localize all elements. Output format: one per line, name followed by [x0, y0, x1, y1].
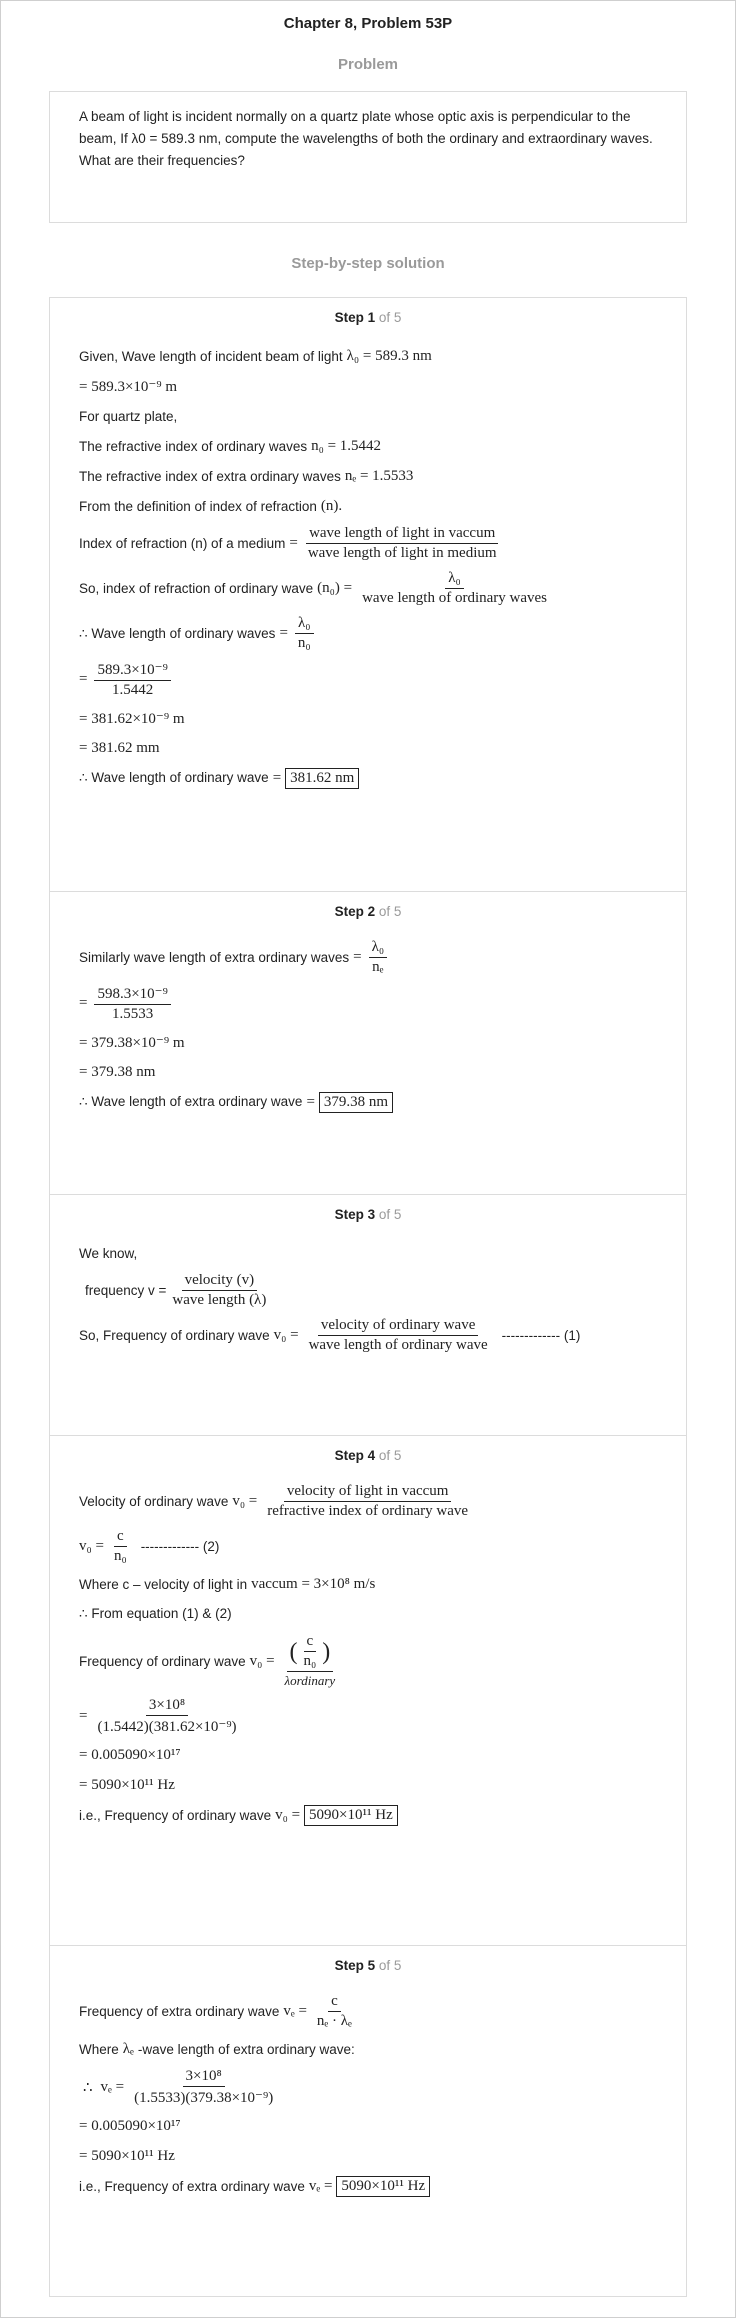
quartz-text: For quartz plate, [79, 408, 178, 424]
where-sym: λₑ [122, 2040, 134, 2057]
ne-eq: nₑ = 1.5533 [344, 467, 414, 484]
ord-fraction [359, 570, 550, 607]
n0-line [79, 435, 657, 457]
wl-line: ∴ Wave length of ordinary waves = $\frac{\text{λ₀}}{\text{n₀}}$ [79, 615, 657, 652]
calc-den: (1.5533)(379.38×10⁻⁹) [134, 2090, 274, 2106]
ord-line [79, 570, 657, 607]
index-line: Index of refraction (n) of a medium = $\frac{\text{wave length of light in vaccum}}{\text{wave length of light in medium}}$ [79, 525, 657, 562]
step-3 [50, 1195, 686, 1436]
problem-text: A beam of light is incident normally on a quartz plate whose optic axis is perpendicular to the beam, If λ0 = 589.3 nm, compute the wavelengths of both the ordinary and extraordinary waves. What are their frequencies? [79, 109, 653, 168]
wl-text: ∴ Wave length of ordinary waves [79, 625, 276, 641]
freq-inner-fraction [301, 1633, 320, 1670]
step-label: Step 3 [334, 1207, 376, 1222]
step-of: of 5 [378, 310, 402, 325]
where-text: Where c – velocity of light in [79, 1576, 248, 1592]
know-line [79, 1242, 657, 1264]
calc3-line [79, 2145, 657, 2167]
page-title: Chapter 8, Problem 53P [283, 15, 453, 32]
freq-fraction: ( $\frac{c}{\text{n₀}}$ ) λordinary [282, 1633, 339, 1689]
where-rest: -wave length of extra ordinary wave: [137, 2041, 355, 2057]
freq-text: Frequency of extra ordinary wave [79, 2004, 280, 2019]
so-sym: v₀ = [273, 1327, 299, 1343]
calc2: = 0.005090×10¹⁷ [79, 1746, 181, 1763]
step-2 [50, 892, 686, 1195]
calc-num: 3×10⁸ [183, 2068, 225, 2087]
freq-text: frequency v = [85, 1283, 167, 1298]
vel-den: refractive index of ordinary wave [267, 1503, 469, 1519]
eq-tag-1: ------------- (1) [501, 1328, 581, 1343]
given-text: Given, Wave length of incident beam of light [79, 348, 343, 364]
calc3: = 5090×10¹¹ Hz [79, 2147, 175, 2164]
calc-sym: vₑ = [100, 2079, 125, 2095]
step-label: Step 5 [334, 1958, 376, 1973]
step-3-header [79, 1207, 657, 1222]
sim-num: λ₀ [369, 939, 388, 958]
calc-fraction [94, 1697, 239, 1736]
calc-fraction [94, 660, 170, 699]
result-line: ∴ Wave length of extra ordinary wave = 379.38 nm [79, 1091, 657, 1113]
def-text: From the definition of index of refraction [79, 498, 317, 514]
freq-line [79, 1633, 657, 1689]
freq-sym: v₀ = [249, 1652, 275, 1669]
where-line [79, 2038, 657, 2060]
ord-num: λ₀ [445, 570, 464, 589]
vel-fraction [264, 1483, 471, 1520]
step-4 [50, 1436, 686, 1946]
lambda0-eq: λ₀ = 589.3 nm [346, 347, 432, 364]
ord-den: wave length of ordinary waves [362, 590, 547, 606]
calc-line: = $\frac{\text{3×10⁸}}{\text{(1.5442)(381.62×10⁻⁹)}}$ [79, 1697, 657, 1736]
freq-den: λordinary [284, 1673, 336, 1688]
step-5-header [79, 1958, 657, 1973]
v0-num: c [114, 1528, 127, 1547]
calc2: = 0.005090×10¹⁷ [79, 2117, 181, 2134]
calc-num: 589.3×10⁻⁹ [94, 660, 170, 681]
index-num: wave length of light in vaccum [306, 525, 498, 544]
ie-sym: vₑ = [308, 2177, 333, 2194]
problem-card [49, 91, 687, 223]
lambda0-si: = 589.3×10⁻⁹ m [79, 378, 177, 395]
step-label: Step 2 [334, 904, 376, 919]
calc3: = 381.62 mm [79, 739, 160, 756]
result-box: 379.38 nm [319, 1092, 393, 1113]
step-of: of 5 [378, 904, 402, 919]
step-1-header [79, 310, 657, 325]
calc2-line [79, 1031, 657, 1053]
result-line: ∴ Wave length of ordinary wave = 381.62 nm [79, 767, 657, 789]
calc-den: 1.5533 [112, 1006, 154, 1022]
vel-sym: v₀ = [232, 1493, 258, 1509]
know-text: We know, [79, 1245, 138, 1261]
v0-den: n₀ [113, 1548, 127, 1564]
freq-text: Frequency of ordinary wave [79, 1653, 246, 1669]
vel-text: Velocity of ordinary wave [79, 1494, 229, 1509]
solution-heading: Step-by-step solution [291, 255, 445, 272]
step-of: of 5 [378, 1207, 402, 1222]
calc-line [79, 2068, 657, 2107]
quartz-line [79, 405, 657, 427]
ie-text: i.e., Frequency of extra ordinary wave [79, 2178, 305, 2194]
freq-inner-den: n₀ [303, 1653, 317, 1669]
result-text: ∴ Wave length of ordinary wave [79, 770, 269, 785]
step-of: of 5 [378, 1448, 402, 1463]
so-fraction [306, 1317, 491, 1354]
step-2-header [79, 904, 657, 919]
step-label: Step 1 [334, 310, 376, 325]
from-text: ∴ From equation (1) & (2) [79, 1606, 232, 1621]
index-fraction [305, 525, 500, 562]
so-text: So, Frequency of ordinary wave [79, 1328, 270, 1343]
result-box: 5090×10¹¹ Hz [336, 2176, 430, 2197]
calc-fraction [94, 984, 170, 1023]
therefore-sym: ∴ [83, 2080, 93, 2096]
so-line [79, 1317, 657, 1354]
freq-fraction [169, 1272, 269, 1309]
step-label: Step 4 [334, 1448, 376, 1463]
calc2-line [79, 707, 657, 729]
calc3: = 5090×10¹¹ Hz [79, 1776, 175, 1793]
def-sym: (n). [320, 497, 343, 514]
where-eq: vaccum = 3×10⁸ m/s [251, 1575, 376, 1592]
index-den: wave length of light in medium [307, 545, 497, 561]
so-num: velocity of ordinary wave [318, 1317, 479, 1336]
result-text: ∴ Wave length of extra ordinary wave [79, 1094, 303, 1109]
result-line [79, 1804, 657, 1826]
freq-den: wave length (λ) [172, 1292, 267, 1308]
calc2: = 381.62×10⁻⁹ m [79, 710, 185, 727]
given-line [79, 345, 657, 367]
step-5 [50, 1946, 686, 2296]
freq-inner-num: c [304, 1633, 317, 1652]
ie-sym: v₀ = [275, 1806, 301, 1823]
calc3: = 379.38 nm [79, 1063, 156, 1080]
wl-num: λ₀ [295, 615, 314, 634]
so-den: wave length of ordinary wave [308, 1337, 488, 1353]
where-line [79, 1573, 657, 1595]
ord-sym: (n₀) = [317, 580, 353, 596]
calc-den: 1.5442 [112, 682, 154, 698]
v0-line [79, 1528, 657, 1565]
ie-text: i.e., Frequency of ordinary wave [79, 1807, 272, 1823]
freq-sym: vₑ = [283, 2003, 307, 2019]
problem-heading: Problem [337, 56, 398, 73]
sim-text: Similarly wave length of extra ordinary waves [79, 950, 350, 965]
step-4-header [79, 1448, 657, 1463]
step-of: of 5 [378, 1958, 402, 1973]
calc2: = 379.38×10⁻⁹ m [79, 1034, 185, 1051]
vel-line [79, 1483, 657, 1520]
def-line [79, 495, 657, 517]
vel-num: velocity of light in vaccum [284, 1483, 452, 1502]
from-line [79, 1603, 657, 1625]
v0-fraction [111, 1528, 130, 1565]
wl-den: n₀ [297, 635, 311, 651]
lambda0-si-line [79, 375, 657, 397]
step-1 [50, 298, 686, 892]
calc-line: = $\frac{\text{598.3×10⁻⁹}}{1.5533}$ [79, 984, 657, 1023]
freq-num: c [328, 1993, 341, 2012]
where-text: Where [79, 2041, 119, 2057]
freq-line [79, 1993, 657, 2030]
n0-eq: n₀ = 1.5442 [311, 437, 382, 454]
sim-fraction [369, 939, 388, 976]
eq-tag-2: ------------- (2) [140, 1539, 220, 1554]
wl-fraction [295, 615, 314, 652]
result-line [79, 2175, 657, 2197]
n0-text: The refractive index of ordinary waves [79, 438, 308, 454]
ord-text: So, index of refraction of ordinary wave [79, 581, 314, 596]
freq-den: nₑ · λₑ [316, 2013, 352, 2029]
calc3-line [79, 1061, 657, 1083]
calc-num: 3×10⁸ [146, 1697, 188, 1716]
steps-container [49, 297, 687, 2297]
result-box: 5090×10¹¹ Hz [304, 1805, 398, 1826]
calc2-line [79, 2115, 657, 2137]
freq-line [85, 1272, 657, 1309]
ne-line [79, 465, 657, 487]
freq-num: velocity (v) [182, 1272, 258, 1291]
calc-num: 598.3×10⁻⁹ [94, 984, 170, 1005]
freq-fraction [314, 1993, 355, 2030]
ne-text: The refractive index of extra ordinary waves [79, 468, 341, 484]
calc3-line [79, 737, 657, 759]
calc3-line [79, 1774, 657, 1796]
calc2-line [79, 1744, 657, 1766]
v0-sym: v₀ = [79, 1538, 104, 1554]
calc-fraction [131, 2068, 276, 2107]
sim-line: Similarly wave length of extra ordinary waves = $\frac{\text{λ₀}}{\text{nₑ}}$ [79, 939, 657, 976]
calc-den: (1.5442)(381.62×10⁻⁹) [97, 1719, 237, 1735]
calc-line: = $\frac{\text{589.3×10⁻⁹}}{1.5442}$ [79, 660, 657, 699]
result-box: 381.62 nm [285, 768, 359, 789]
index-text: Index of refraction (n) of a medium [79, 536, 286, 551]
sim-den: nₑ [372, 959, 384, 975]
